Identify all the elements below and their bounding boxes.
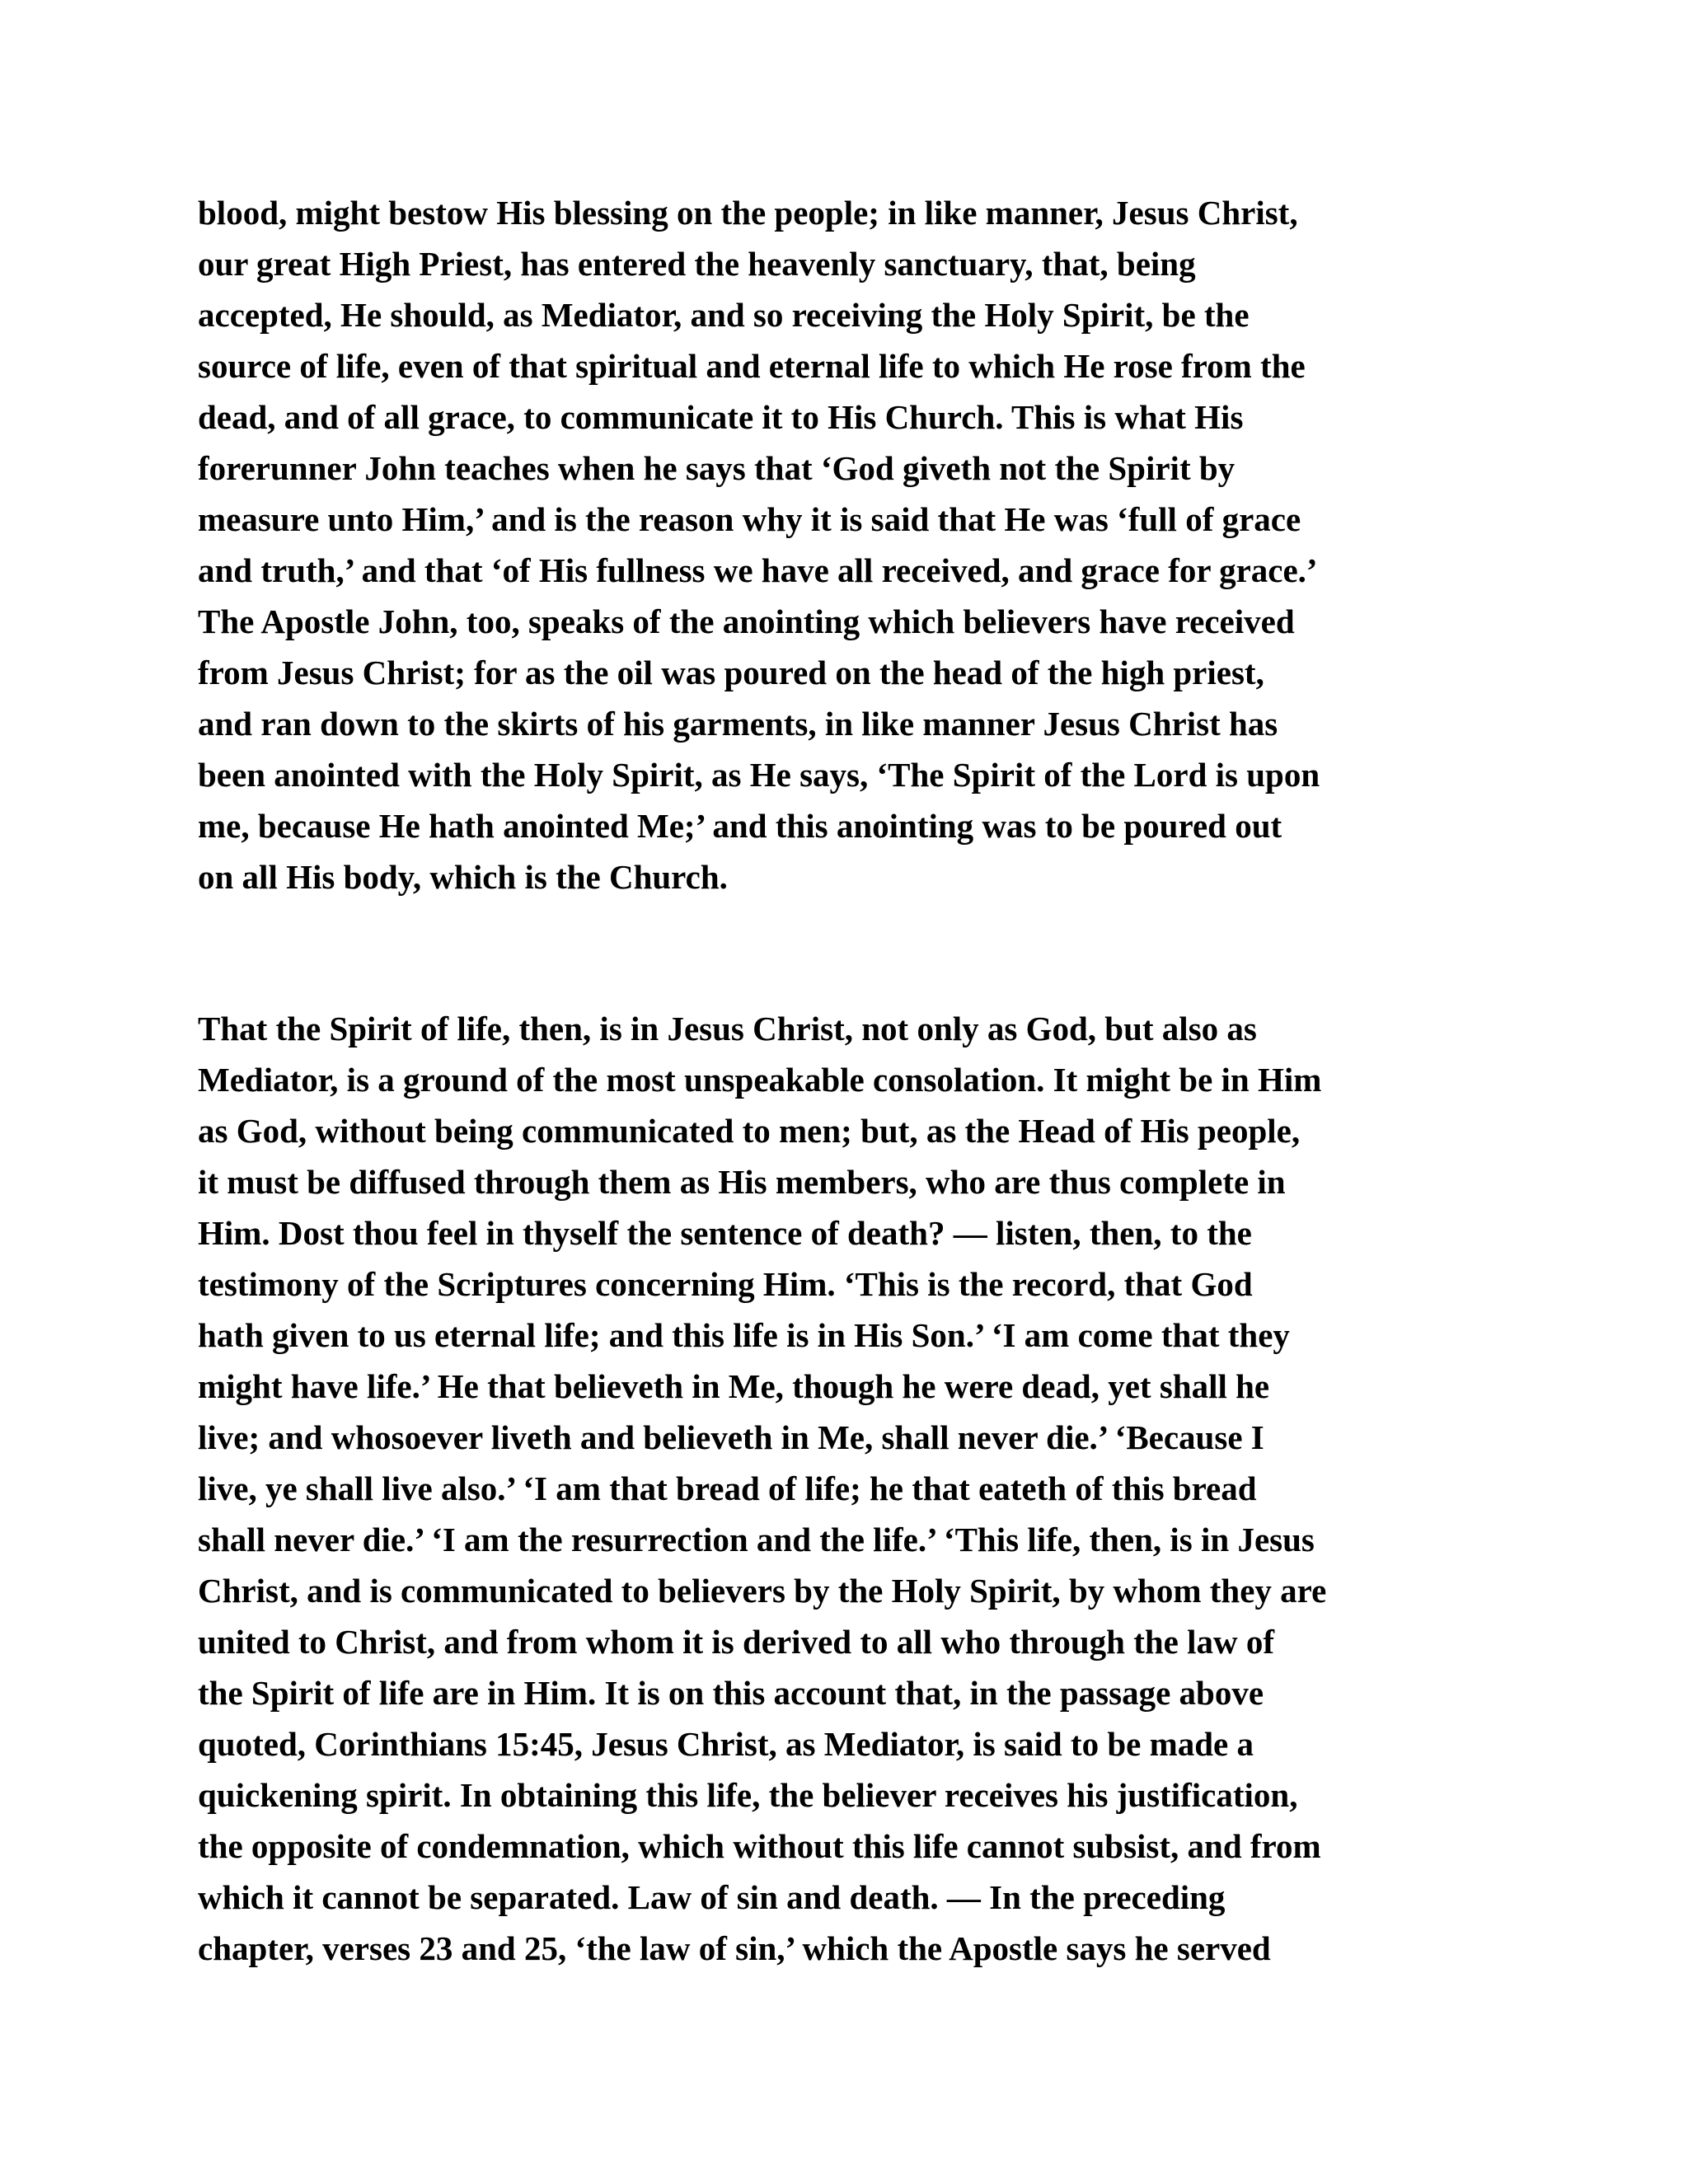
text-line: That the Spirit of life, then, is in Jesus Christ, not only as God, but also as — [198, 1010, 1257, 1047]
text-line: me, because He hath anointed Me;’ and this anointing was to be poured out — [198, 807, 1282, 845]
text-line: chapter, verses 23 and 25, ‘the law of sin,’ which the Apostle says he served — [198, 1929, 1271, 1967]
text-line: blood, might bestow His blessing on the people; in like manner, Jesus Christ, — [198, 194, 1298, 232]
text-line: live; and whosoever liveth and believeth in Me, shall never die.’ ‘Because I — [198, 1418, 1264, 1456]
text-line: it must be diffused through them as His members, who are thus complete in — [198, 1163, 1286, 1201]
text-line: the opposite of condemnation, which without this life cannot subsist, and from — [198, 1827, 1321, 1865]
text-line: dead, and of all grace, to communicate it to His Church. This is what His — [198, 398, 1244, 436]
paragraph-1 — [198, 187, 1500, 902]
text-line: forerunner John teaches when he says that ‘God giveth not the Spirit by — [198, 449, 1236, 487]
text-line: Christ, and is communicated to believers by the Holy Spirit, by whom they are — [198, 1572, 1327, 1610]
text-line: live, ye shall live also.’ ‘I am that bread of life; he that eateth of this bread — [198, 1469, 1257, 1507]
text-line: The Apostle John, too, speaks of the anointing which believers have received — [198, 602, 1295, 640]
text-line: source of life, even of that spiritual and eternal life to which He rose from the — [198, 347, 1306, 385]
text-line: quoted, Corinthians 15:45, Jesus Christ, as Mediator, is said to be made a — [198, 1725, 1254, 1763]
text-line: measure unto Him,’ and is the reason why it is said that He was ‘full of grace — [198, 500, 1301, 538]
text-line: been anointed with the Holy Spirit, as He says, ‘The Spirit of the Lord is upon — [198, 756, 1320, 794]
text-line: and ran down to the skirts of his garments, in like manner Jesus Christ has — [198, 705, 1278, 743]
text-line: which it cannot be separated. Law of sin and death. — In the preceding — [198, 1878, 1226, 1916]
paragraph-2 — [198, 1003, 1500, 1974]
text-line: shall never die.’ ‘I am the resurrection and the life.’ ‘This life, then, is in Jesus — [198, 1521, 1315, 1558]
text-line: Him. Dost thou feel in thyself the sentence of death? — listen, then, to the — [198, 1214, 1252, 1252]
text-line: accepted, He should, as Mediator, and so receiving the Holy Spirit, be the — [198, 296, 1250, 334]
text-line: the Spirit of life are in Him. It is on this account that, in the passage above — [198, 1674, 1264, 1712]
text-line: hath given to us eternal life; and this life is in His Son.’ ‘I am come that they — [198, 1316, 1290, 1354]
text-line: and truth,’ and that ‘of His fullness we have all received, and grace for grace.’ — [198, 551, 1318, 589]
text-line: our great High Priest, has entered the heavenly sanctuary, that, being — [198, 245, 1196, 283]
text-line: united to Christ, and from whom it is derived to all who through the law of — [198, 1623, 1274, 1661]
text-line: quickening spirit. In obtaining this life, the believer receives his justification, — [198, 1776, 1298, 1814]
text-line: as God, without being communicated to men; but, as the Head of His people, — [198, 1112, 1301, 1150]
text-line: Mediator, is a ground of the most unspeakable consolation. It might be in Him — [198, 1061, 1322, 1099]
text-line: on all His body, which is the Church. — [198, 858, 728, 896]
text-line: from Jesus Christ; for as the oil was poured on the head of the high priest, — [198, 654, 1264, 691]
text-line: might have life.’ He that believeth in Me, though he were dead, yet shall he — [198, 1367, 1270, 1405]
text-line: testimony of the Scriptures concerning Him. ‘This is the record, that God — [198, 1265, 1253, 1303]
